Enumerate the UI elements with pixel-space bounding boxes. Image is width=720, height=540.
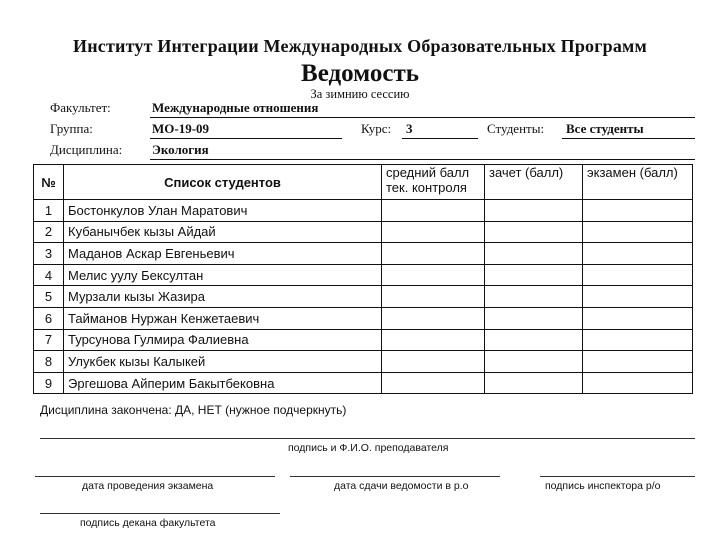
discipline-ended-note: Дисциплина закончена: ДА, НЕТ (нужное подчеркнуть) xyxy=(40,403,347,417)
group-label: Группа: xyxy=(50,121,93,136)
dean-sign-line xyxy=(40,513,280,514)
exam-cell xyxy=(583,286,693,308)
discipline-value: Экология xyxy=(152,142,209,157)
student-name: Улукбек кызы Калыкей xyxy=(64,351,382,373)
average-cell xyxy=(382,243,485,265)
inspector-sign-line xyxy=(540,476,695,477)
exam-cell xyxy=(583,264,693,286)
exam-cell xyxy=(583,329,693,351)
dean-sign-caption: подпись декана факультета xyxy=(80,517,216,529)
row-num: 7 xyxy=(34,329,64,351)
submit-date-caption: дата сдачи ведомости в р.о xyxy=(334,480,469,492)
row-num: 1 xyxy=(34,200,64,222)
students-label: Студенты: xyxy=(487,121,545,136)
header-average-line2: тек. контроля xyxy=(386,180,467,195)
teacher-sign-caption: подпись и Ф.И.О. преподавателя xyxy=(288,442,449,454)
row-num: 2 xyxy=(34,221,64,243)
average-cell xyxy=(382,200,485,222)
course-value: 3 xyxy=(406,121,413,136)
students-table xyxy=(33,164,693,394)
student-name: Кубанычбек кызы Айдай xyxy=(64,221,382,243)
group-value: МО-19-09 xyxy=(152,121,210,136)
credit-cell xyxy=(485,243,583,265)
header-average xyxy=(382,165,485,200)
discipline-underline xyxy=(150,159,695,160)
session-label: За зимнию сессию xyxy=(310,87,410,101)
table-row xyxy=(34,200,693,222)
exam-cell xyxy=(583,221,693,243)
submit-date-line xyxy=(290,476,500,477)
teacher-sign-line xyxy=(40,438,695,439)
table-row xyxy=(34,372,693,394)
credit-cell xyxy=(485,221,583,243)
faculty-value: Международные отношения xyxy=(152,100,319,115)
course-underline xyxy=(402,138,478,139)
credit-cell xyxy=(485,286,583,308)
exam-date-line xyxy=(35,476,275,477)
exam-date-caption: дата проведения экзамена xyxy=(82,480,214,492)
student-name: Тайманов Нуржан Кенжетаевич xyxy=(64,307,382,329)
table-row xyxy=(34,307,693,329)
document-title: Ведомость xyxy=(301,60,419,87)
course-label: Курс: xyxy=(361,121,392,136)
credit-cell xyxy=(485,372,583,394)
credit-cell xyxy=(485,307,583,329)
exam-cell xyxy=(583,200,693,222)
student-name: Мурзали кызы Жазира xyxy=(64,286,382,308)
average-cell xyxy=(382,372,485,394)
inspector-sign-caption: подпись инспектора р/о xyxy=(545,480,661,492)
exam-cell xyxy=(583,243,693,265)
table-row xyxy=(34,243,693,265)
header-num: № xyxy=(34,165,64,200)
student-name: Маданов Аскар Евгеньевич xyxy=(64,243,382,265)
discipline-label: Дисциплина: xyxy=(50,142,123,157)
average-cell xyxy=(382,221,485,243)
average-cell xyxy=(382,264,485,286)
credit-cell xyxy=(485,200,583,222)
row-num: 6 xyxy=(34,307,64,329)
faculty-underline xyxy=(150,117,695,118)
exam-cell xyxy=(583,307,693,329)
exam-cell xyxy=(583,372,693,394)
header-student-list: Список студентов xyxy=(64,165,382,200)
row-num: 3 xyxy=(34,243,64,265)
credit-cell xyxy=(485,264,583,286)
group-underline xyxy=(150,138,342,139)
row-num: 9 xyxy=(34,372,64,394)
credit-cell xyxy=(485,351,583,373)
average-cell xyxy=(382,351,485,373)
institute-name: Институт Интеграции Международных Образовательных Программ xyxy=(73,36,647,56)
table-row xyxy=(34,329,693,351)
table-row xyxy=(34,351,693,373)
students-underline xyxy=(562,138,695,139)
students-value: Все студенты xyxy=(566,121,644,136)
row-num: 5 xyxy=(34,286,64,308)
student-name: Бостонкулов Улан Маратович xyxy=(64,200,382,222)
row-num: 4 xyxy=(34,264,64,286)
faculty-label: Факультет: xyxy=(50,100,111,115)
student-name: Турсунова Гулмира Фалиевна xyxy=(64,329,382,351)
table-row xyxy=(34,286,693,308)
credit-cell xyxy=(485,329,583,351)
header-exam: экзамен (балл) xyxy=(583,165,693,200)
average-cell xyxy=(382,307,485,329)
table-header-row xyxy=(34,165,693,200)
table-row xyxy=(34,221,693,243)
exam-cell xyxy=(583,351,693,373)
row-num: 8 xyxy=(34,351,64,373)
average-cell xyxy=(382,286,485,308)
header-average-line1: средний балл xyxy=(386,165,470,180)
student-name: Мелис уулу Бексултан xyxy=(64,264,382,286)
table-row xyxy=(34,264,693,286)
student-name: Эргешова Айперим Бакытбековна xyxy=(64,372,382,394)
header-credit: зачет (балл) xyxy=(485,165,583,200)
average-cell xyxy=(382,329,485,351)
